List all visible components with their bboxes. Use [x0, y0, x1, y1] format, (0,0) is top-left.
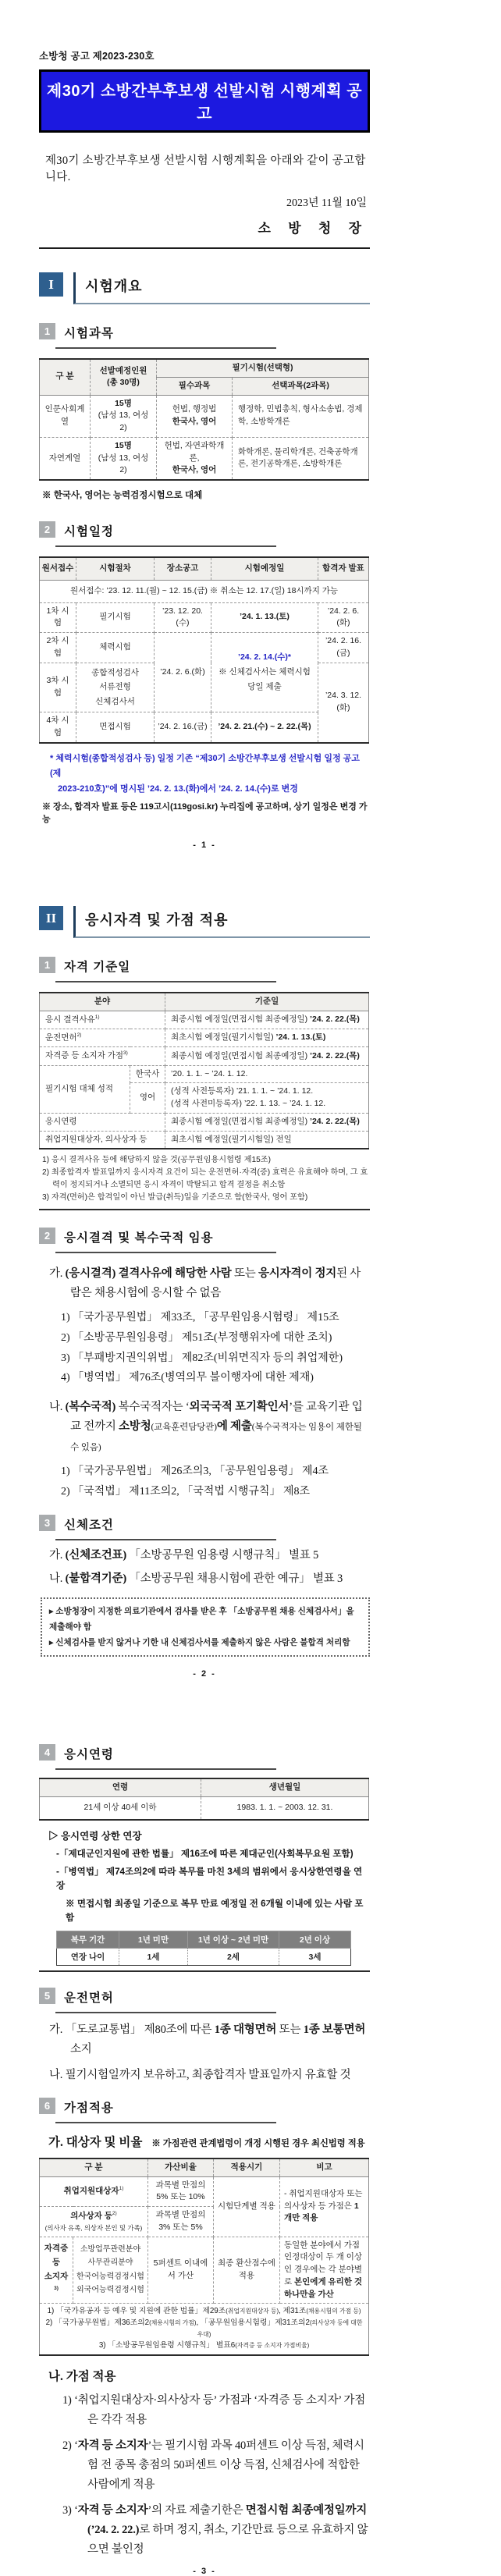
- birth-range-cell: 1983. 1. 1. ~ 2003. 12. 31.: [201, 1797, 369, 1820]
- table-row: [40, 1029, 369, 1047]
- physical-item-ga: 가. (신체조건표) 「소방공무원 임용령 시행규칙」 별표 5: [49, 1548, 319, 1562]
- subsection-title: 신체조건: [55, 1515, 276, 1540]
- table-row: [40, 1047, 369, 1065]
- column-header: 구 분: [40, 2159, 148, 2176]
- field-cell: 운전면허$^{2)}$: [40, 1029, 165, 1047]
- header-line: (총 30명): [107, 378, 140, 388]
- subsection-title: 시험과목: [55, 323, 276, 349]
- column-header: 원서접수: [40, 557, 76, 580]
- date-cell: 최초시험 예정일(필기시험일) ’24. 1. 13.(토): [165, 1029, 369, 1047]
- section-1-header: [39, 272, 370, 304]
- bonus-application-title: 나. 가점 적용: [48, 2370, 116, 2384]
- category-line: 소지자$^{3)}$: [44, 2271, 69, 2291]
- date-cell: 최종시험 예정일(면접시험 최종예정일) ’24. 2. 22.(목): [165, 1047, 369, 1065]
- page-number-2: - 2 -: [193, 1669, 216, 1679]
- subsection-title: 운전면허: [55, 1988, 276, 2013]
- exam-date-cell: ’24. 2. 21.(수) ~ 2. 22.(목): [211, 712, 318, 743]
- subsection-number: 2: [39, 521, 55, 538]
- ratio-cell: 과목별 만점의 3% 또는 5%: [147, 2207, 213, 2237]
- column-header: 필기시험(선택형): [157, 359, 369, 377]
- column-header: 생년월일: [201, 1778, 369, 1796]
- section-1-number: I: [39, 272, 63, 297]
- column-header: 1년 이상 ~ 2년 미만: [188, 1931, 279, 1948]
- notice-line: ▸ 소방청장이 지정한 의료기관에서 검사를 받은 후 「소방공무원 채용 신체검사서」을 제출해야 함: [49, 1607, 354, 1633]
- subsection-number: 1: [39, 957, 55, 973]
- merged-exam-date-cell: [211, 633, 318, 712]
- physical-item-na: 나. (불합격기준) 「소방공무원 채용시험에 관한 예규」 별표 3: [49, 1572, 343, 1586]
- field-cell: 자격증 등 소지자 가점$^{3)}$: [40, 1047, 165, 1065]
- value-cell: 1세: [119, 1948, 188, 1965]
- section-2-number: II: [39, 906, 63, 930]
- ratio-cell: 과목별 만점의 5% 또는 10%: [147, 2176, 213, 2207]
- table-header-row: [40, 2159, 369, 2176]
- field-cell: 응시 결격사유$^{1)}$: [40, 1011, 165, 1029]
- footnote-line: 2023-210호)”에 명시된 ’24. 2. 13.(화)에서 ’24. 2. 14.(수)로 변경: [58, 784, 298, 794]
- column-header: 필수과목: [157, 377, 233, 395]
- column-header: 구 분: [40, 359, 91, 395]
- column-header: 장소공고: [155, 557, 211, 580]
- list-item: 1) 「국가공무원법」 제33조, 「공무원임용시험령」 제15조: [61, 1312, 339, 1324]
- category-cell: 취업지원대상자$^{1)}$: [40, 2176, 148, 2207]
- application-period-row: [40, 580, 369, 602]
- bonus-target-note: ※ 가점관련 관계법령이 개정 시행된 경우 최신법령 적용: [151, 2138, 365, 2148]
- subsection-title: 응시결격 및 복수국적 임용: [55, 1228, 276, 1253]
- quota-cell: [91, 437, 157, 480]
- schedule-footnote-star: [39, 751, 370, 798]
- bonus-application-item: 3) ‘자격 등 소지자’의 자료 제출기한은 면접시험 최종예정일까지(’24. 2. 22.)로 하며 정지, 취소, 기간만료 등으로 유효하지 않으면 불인정: [62, 2504, 368, 2556]
- bonus-table: [39, 2158, 369, 2356]
- date-line: (성적 사전등록자) ’21. 1. 1. ~ ’24. 1. 12.: [171, 1086, 314, 1096]
- date-cell: 최종시험 예정일(면접시험 최종예정일) ’24. 2. 22.(목): [165, 1011, 369, 1029]
- column-header: 연령: [40, 1778, 201, 1796]
- footnote-line: 1) 응시 결격사유 등에 해당하지 않을 것(공무원임용시험령 제15조): [42, 1156, 272, 1165]
- column-header: 2년 이상: [279, 1931, 351, 1948]
- venue-cell: ’23. 12. 20.(수): [155, 602, 211, 633]
- table-header-row: [40, 359, 369, 377]
- subjects-note: ※ 한국사, 영어는 능력검정시험으로 대체: [42, 491, 203, 500]
- field-line: 사무관리분야: [87, 2258, 133, 2268]
- age-range-cell: 21세 이상 40세 이하: [40, 1797, 201, 1820]
- field-cell: 필기시험 대체 성적: [40, 1065, 130, 1113]
- divider: [39, 1970, 370, 1972]
- date-cell: 최종시험 예정일(면접시험 최종예정일) ’24. 2. 22.(목): [165, 1113, 369, 1131]
- column-header: 시험예정일: [211, 557, 318, 580]
- header-line: 선발예정인원: [99, 365, 147, 375]
- category-cell: 자연계열: [40, 437, 91, 480]
- subsection-license-header: [39, 1988, 370, 2013]
- category-line: 등: [52, 2257, 61, 2267]
- quota: 15명: [115, 440, 132, 450]
- exam-date-changed: ’24. 2. 14.(수)*: [238, 652, 291, 663]
- age-extension-note: ※ 면접시험 최종일 기준으로 복무 만료 예정일 전 6개월 이내에 있는 사람 포함: [66, 1899, 364, 1923]
- date-cell: [165, 1083, 369, 1114]
- column-header: 1년 미만: [119, 1931, 188, 1948]
- date-cell: 최초시험 예정일(필기시험일) 전일: [165, 1131, 369, 1149]
- subsection-number: 2: [39, 1228, 55, 1244]
- column-header: [91, 359, 157, 395]
- bonus-application-item: 1) ‘취업지원대상자·의사상자 등’ 가점과 ‘자격증 등 소지자’ 가점은 각각 적용: [62, 2394, 366, 2426]
- subsection-number: 3: [39, 1515, 55, 1531]
- value-cell: 3세: [279, 1948, 351, 1965]
- quota-cell: [91, 395, 157, 437]
- table-row: [40, 1011, 369, 1029]
- procedure-line: 신체검사서: [95, 697, 135, 707]
- table-row: [40, 1797, 369, 1820]
- subsection-title: 자격 기준일: [55, 957, 276, 982]
- result-cell: ’24. 2. 16.(금): [318, 633, 369, 663]
- procedure-line: 종합적성검사: [91, 667, 139, 677]
- column-header: 복무 기간: [57, 1931, 119, 1948]
- license-item-na: 나. 필기시험일까지 보유하고, 최종합격자 발표일까지 유효할 것: [49, 2069, 351, 2082]
- timing-cell: 시험단계별 적용: [213, 2176, 279, 2237]
- stage-cell: 2차 시험: [40, 633, 76, 663]
- procedure-cell: [76, 663, 155, 712]
- bonus-footnotes: [40, 2304, 369, 2355]
- divider: [39, 247, 370, 249]
- list-item: 2) 「소방공무원임용령」 제51조(부정행위자에 대한 조치): [61, 1332, 332, 1344]
- notice-line: ▸ 신체검사를 받지 않거나 기한 내 신체검사서를 제출하지 않은 사람은 불합격 처리함: [49, 1638, 350, 1648]
- service-period-table: [56, 1931, 351, 1966]
- required-line: 한국사, 영어: [172, 417, 217, 427]
- stage-cell: 4차 시험: [40, 712, 76, 743]
- age-extension-title: ▷ 응시연령 상한 연장: [48, 1830, 142, 1842]
- section-2-title: 응시자격 및 가점 적용: [85, 912, 229, 929]
- announcement-date: 2023년 11월 10일: [286, 197, 367, 209]
- table-footnote-row: [40, 2304, 369, 2355]
- venue-cell: ’24. 2. 16.(금): [155, 712, 211, 743]
- category-line: 의사상자 등$^{2)}$: [70, 2211, 117, 2221]
- subsection-number: 6: [39, 2098, 55, 2114]
- column-header: 기준일: [165, 993, 369, 1011]
- disqualification-ga-list: [39, 1309, 370, 1387]
- procedure-cell: 면접시험: [76, 712, 155, 743]
- table-header-row: [57, 1931, 351, 1948]
- subsection-number: 4: [39, 1744, 55, 1761]
- category-cell: [40, 2237, 73, 2304]
- list-item: 3) 「부패방지권익위법」 제82조(비위면직자 등의 취업제한): [61, 1352, 343, 1364]
- required-line: 한국사, 영어: [172, 465, 217, 475]
- field-list-cell: [73, 2237, 148, 2304]
- required-subjects-cell: [157, 395, 233, 437]
- page-number-1: - 1 -: [193, 840, 216, 851]
- procedure-cell: 필기시험: [76, 602, 155, 633]
- value-cell: 2세: [188, 1948, 279, 1965]
- table-row: [40, 1113, 369, 1131]
- page-number-3: - 3 -: [193, 2567, 216, 2576]
- subsection-title: 응시연령: [55, 1744, 276, 1770]
- sub-field-cell: 한국사: [130, 1065, 165, 1083]
- table-header-row: [40, 1778, 369, 1796]
- document-page: [39, 0, 370, 2576]
- footnote-line: 1) 「국가유공자 등 예우 및 지원에 관한 법률」제29조(취업지원대상자 등), 제31조(채용시험의 가점 등): [47, 2307, 361, 2316]
- exam-date-note: ※ 신체검사서는 체력시험: [219, 667, 311, 677]
- column-header: 적용시기: [213, 2159, 279, 2176]
- table-row: [40, 395, 369, 437]
- procedure-cell: 체력시험: [76, 633, 155, 663]
- field-line: 한국어능력검정시험: [76, 2272, 144, 2281]
- footnote-line: 2) 최종합격자 발표일까지 응시자격 요건이 되는 운전면허·자격(증) 효력은 유효해야 하며, 그 효력이 정지되거나 소멸되면 응시 자격이 박탈되고 합격 결정을 취소함: [42, 1168, 368, 1189]
- disqualification-item-na: 나. (복수국적) 복수국적자는 ‘외국국적 포기확인서’를 교육기관 입교 전까지 소방청(교육훈련담당관)에 제출(복수국적자는 임용이 제한될 수 있음): [49, 1401, 363, 1452]
- footnote-line: * 체력시험(종합적성검사 등) 일정 기존 “제30기 소방간부후보생 선발시험 일정 공고(제: [50, 753, 360, 779]
- column-header: 비고: [279, 2159, 368, 2176]
- exam-date-note: 당일 제출: [247, 682, 282, 692]
- category-cell: 인문사회계열: [40, 395, 91, 437]
- ratio-cell: 5퍼센트 이내에서 가산: [147, 2237, 213, 2304]
- subsection-number: 1: [39, 323, 55, 339]
- quota-detail: (남성 13, 여성 2): [98, 453, 149, 475]
- row-label: 연장 나이: [57, 1948, 119, 1965]
- table-row: [40, 2176, 369, 2207]
- result-cell: ’24. 2. 6.(화): [318, 602, 369, 633]
- stage-cell: 3차 시험: [40, 663, 76, 712]
- quota: 15명: [115, 398, 132, 408]
- venue-cell: ’24. 2. 6.(화): [155, 633, 211, 712]
- column-header: 합격자 발표: [318, 557, 369, 580]
- license-item-ga: 가. 「도로교통법」 제80조에 따른 1종 대형면허 또는 1종 보통면허 소지: [49, 2023, 366, 2055]
- disqualification-item-ga: 가. (응시결격) 결격사유에 해당한 사람 또는 응시자격이 정지된 사람은 채용시험에 응시할 수 없음: [49, 1267, 361, 1299]
- exam-date-cell: ’24. 1. 13.(토): [211, 602, 318, 633]
- bonus-target-heading: [39, 2133, 370, 2150]
- column-header: 가산비율: [147, 2159, 213, 2176]
- footnote-line: 2) 「국가공무원법」제36조의2(채용시험의 가점), 「공무원임용시험령」제31조의2(의사상자 등에 대한 우대): [45, 2318, 363, 2338]
- remark-cell: 동일한 분야에서 가점 인정대상이 두 개 이상인 경우에는 각 분야별로 본인에게 유리한 것 하나만을 가산: [279, 2237, 368, 2304]
- physical-notice-box: [41, 1597, 370, 1657]
- disqualification-na-list: [39, 1463, 370, 1500]
- table-row: [40, 1131, 369, 1149]
- elective-subjects-cell: 행정학, 민법총칙, 형사소송법, 경제학, 소방학개론: [233, 395, 369, 437]
- result-cell: ’24. 3. 12.(화): [318, 663, 369, 743]
- table-row: [40, 602, 369, 633]
- timing-cell: 최종 환산점수에 적용: [213, 2237, 279, 2304]
- notice-number: 소방청 공고 제2023-230호: [39, 51, 155, 62]
- sub-field-cell: 영어: [130, 1083, 165, 1114]
- section-1-title-wrap: [73, 272, 370, 304]
- subjects-table: [39, 358, 369, 481]
- subsection-bonus-header: [39, 2098, 370, 2123]
- criteria-footnotes: [39, 1154, 370, 1203]
- date-cell: ’20. 1. 1. ~ ’24. 1. 12.: [165, 1065, 369, 1083]
- list-item: 1) 「국가공무원법」 제26조의3, 「공무원임용령」 제4조: [61, 1466, 329, 1478]
- subsection-number: 5: [39, 1988, 55, 2004]
- table-row: [40, 437, 369, 480]
- section-2-header: [39, 906, 370, 938]
- bonus-target-title: 가. 대상자 및 비율: [48, 2135, 143, 2149]
- quota-detail: (남성 13, 여성 2): [98, 410, 149, 432]
- section-2-title-wrap: [73, 906, 370, 938]
- intro-text: 제30기 소방간부후보생 선발시험 시행계획을 아래와 같이 공고합니다.: [45, 155, 366, 183]
- field-line: 외국어능력검정시험: [76, 2286, 144, 2295]
- document-title: 제30기 소방간부후보생 선발시험 시행계획 공고: [46, 83, 363, 123]
- footnote-line: 3) 자격(면허)은 합격일이 아닌 발급(취득)일을 기준으로 함(한국사, 영어 포함): [42, 1192, 308, 1202]
- age-table: [39, 1778, 369, 1821]
- schedule-footnote-note: ※ 장소, 합격자 발표 등은 119고시(119gosi.kr) 누리집에 공고하며, 상기 일정은 변경 가능: [42, 802, 368, 825]
- field-cell: 응시연령: [40, 1113, 165, 1131]
- category-cell: [40, 2207, 148, 2237]
- table-row: [57, 1948, 351, 1965]
- subsection-schedule-header: [39, 521, 370, 547]
- table-header-row: [40, 557, 369, 580]
- subsection-physical-header: [39, 1515, 370, 1540]
- stage-cell: 1차 시험: [40, 602, 76, 633]
- remark-cell: - 취업지원대상자 또는 의사상자 등 가점은 1개만 적용: [279, 2176, 368, 2237]
- column-header: 선택과목(2과목): [233, 377, 369, 395]
- table-row: [40, 1065, 369, 1083]
- field-line: 소방업무관련분야: [80, 2244, 141, 2254]
- column-header: 시험절차: [76, 557, 155, 580]
- application-period: 원서접수: ’23. 12. 11.(월) ~ 12. 15.(금) ※ 취소는 12. 17.(일) 18시까지 가능: [40, 580, 369, 602]
- age-extension-item: -「병역법」 제74조의2에 따라 복무를 마친 3세의 범위에서 응시상한연령을 연장: [56, 1867, 363, 1891]
- subsection-title: 시험일정: [55, 521, 276, 547]
- table-row: [40, 633, 369, 663]
- section-1-title: 시험개요: [85, 279, 143, 294]
- footnote-line: 3) 「소방공무원임용령 시행규칙」 별표6(자격증 등 소지자 가점비율): [98, 2341, 310, 2350]
- elective-subjects-cell: 화학개론, 물리학개론, 건축공학개론, 전기공학개론, 소방학개론: [233, 437, 369, 480]
- procedure-line: 서류전형: [99, 682, 131, 692]
- date-line: (성적 사전미등록자) ’22. 1. 13. ~ ’24. 1. 12.: [171, 1099, 326, 1109]
- category-detail: (의사자 유족, 의상자 본인 및 가족): [44, 2223, 143, 2232]
- subsection-age-header: [39, 1744, 370, 1770]
- subsection-subjects-header: [39, 323, 370, 349]
- bonus-application-item: 2) ‘자격 등 소지자’는 필기시험 과목 40퍼센트 이상 득점, 체력시험 전 종목 총점의 50퍼센트 이상 득점, 신체검사에 적합한 사람에게 적용: [62, 2439, 364, 2491]
- age-extension-item: -「제대군인지원에 관한 법률」 제16조에 따른 제대군인(사회복무요원 포함): [56, 1848, 354, 1859]
- required-subjects-cell: [157, 437, 233, 480]
- subsection-title: 가점적용: [55, 2098, 276, 2123]
- column-header: 분야: [40, 993, 165, 1011]
- required-line: 헌법, 행정법: [172, 404, 217, 414]
- schedule-table: [39, 556, 369, 744]
- field-cell: 취업지원대상자, 의사상자 등: [40, 1131, 165, 1149]
- list-item: 2) 「국적법」 제11조의2, 「국적법 시행규칙」 제8조: [61, 1485, 311, 1498]
- signer-title: 소 방 청 장: [258, 221, 368, 236]
- table-header-row: [40, 993, 369, 1011]
- list-item: 4) 「병역법」 제76조(병역의무 불이행자에 대한 제재): [61, 1372, 314, 1384]
- subsection-criteria-header: [39, 957, 370, 982]
- divider: [39, 1209, 370, 1210]
- table-row: [40, 2237, 369, 2304]
- subsection-disqualification-header: [39, 1228, 370, 1253]
- category-line: 자격증: [44, 2244, 69, 2253]
- document-title-banner: [39, 69, 370, 133]
- required-line: 헌법, 자연과학개론,: [164, 440, 225, 463]
- criteria-table: [39, 992, 369, 1149]
